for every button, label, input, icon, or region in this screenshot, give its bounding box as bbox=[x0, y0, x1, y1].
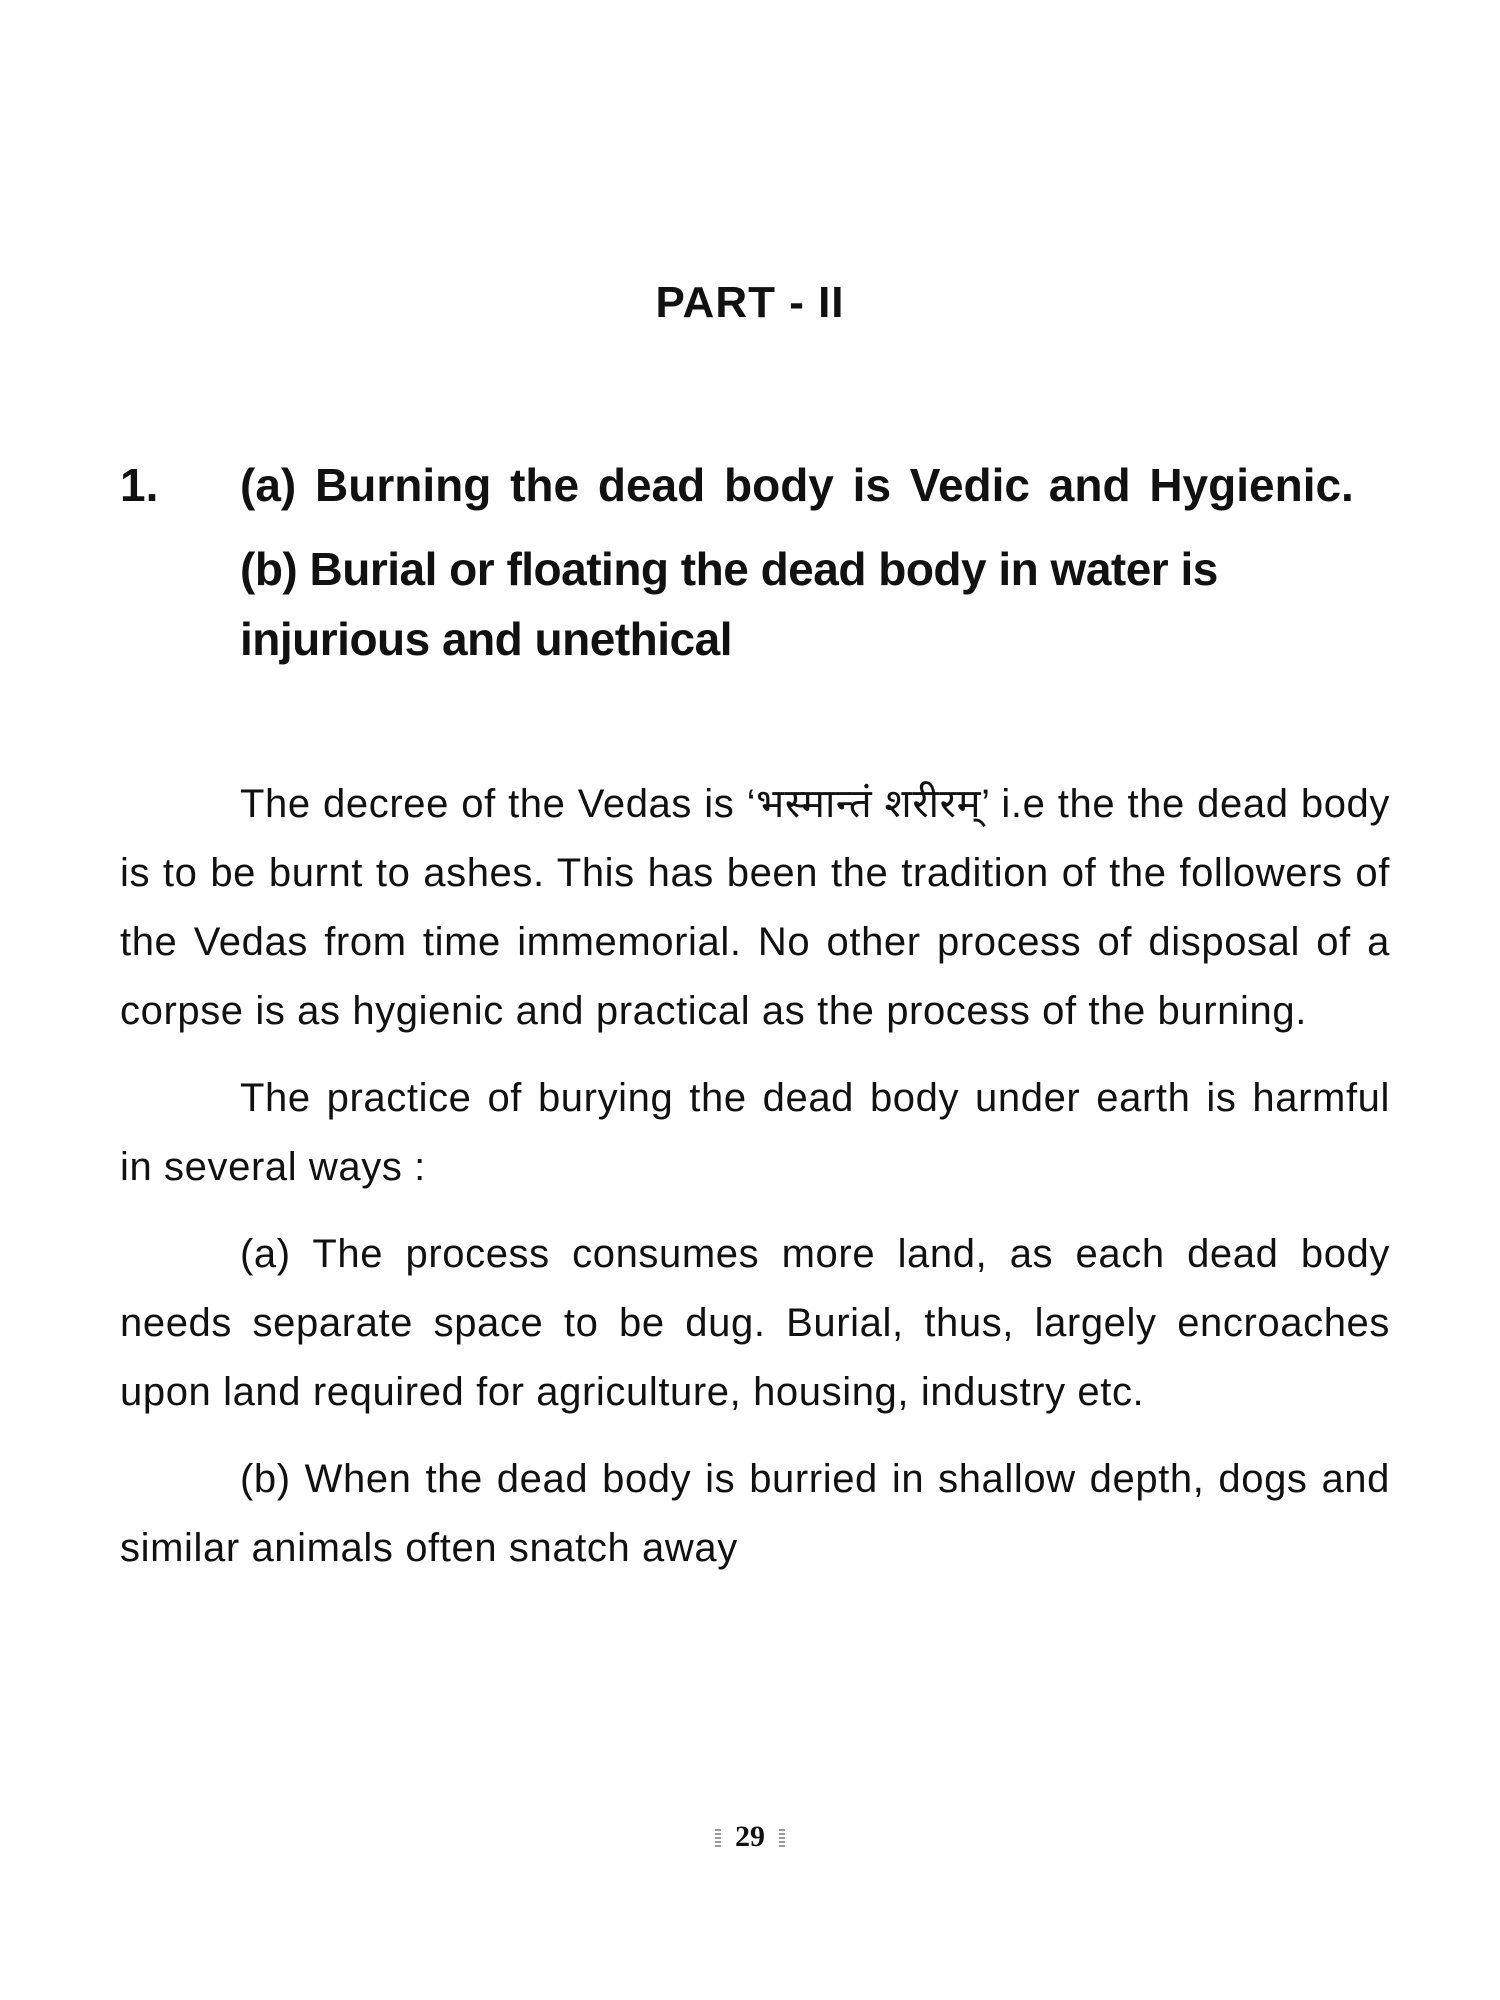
section-number: 1. bbox=[120, 459, 159, 511]
paragraph-burial-harmful: The practice of burying the dead body under earth is harmful in several ways : bbox=[120, 1076, 1390, 1189]
page-number: 29 bbox=[735, 1820, 765, 1853]
folio-ornament-right bbox=[779, 1829, 785, 1849]
paragraph-vedic-decree: The decree of the Vedas is ‘भस्मान्तं शरीरम्’ i.e the the dead body is to be burnt to ashes. This has been the tradition of the followers of the Vedas from time immemorial. No other process of disposal of a corpse is as hygienic and practical as the process of the burning. bbox=[120, 782, 1390, 1033]
paragraph-point-b: (b) When the dead body is burried in shallow depth, dogs and similar animals often snatch away bbox=[120, 1457, 1390, 1570]
body-text bbox=[120, 770, 1390, 1601]
paragraph-point-a: (a) The process consumes more land, as each dead body needs separate space to be dug. Burial, thus, largely encroaches upon land required for agriculture, housing, industry etc. bbox=[120, 1232, 1390, 1414]
folio-ornament-left bbox=[715, 1829, 721, 1849]
heading-line-b: (b) Burial or floating the dead body in water is injurious and unethical bbox=[240, 543, 1218, 665]
heading-line-a: (a) Burning the dead body is Vedic and Hygienic. bbox=[240, 459, 1354, 511]
part-title: PART - II bbox=[655, 278, 845, 327]
section-heading-lines bbox=[240, 450, 1390, 674]
page-number-footer bbox=[0, 1820, 1500, 1854]
